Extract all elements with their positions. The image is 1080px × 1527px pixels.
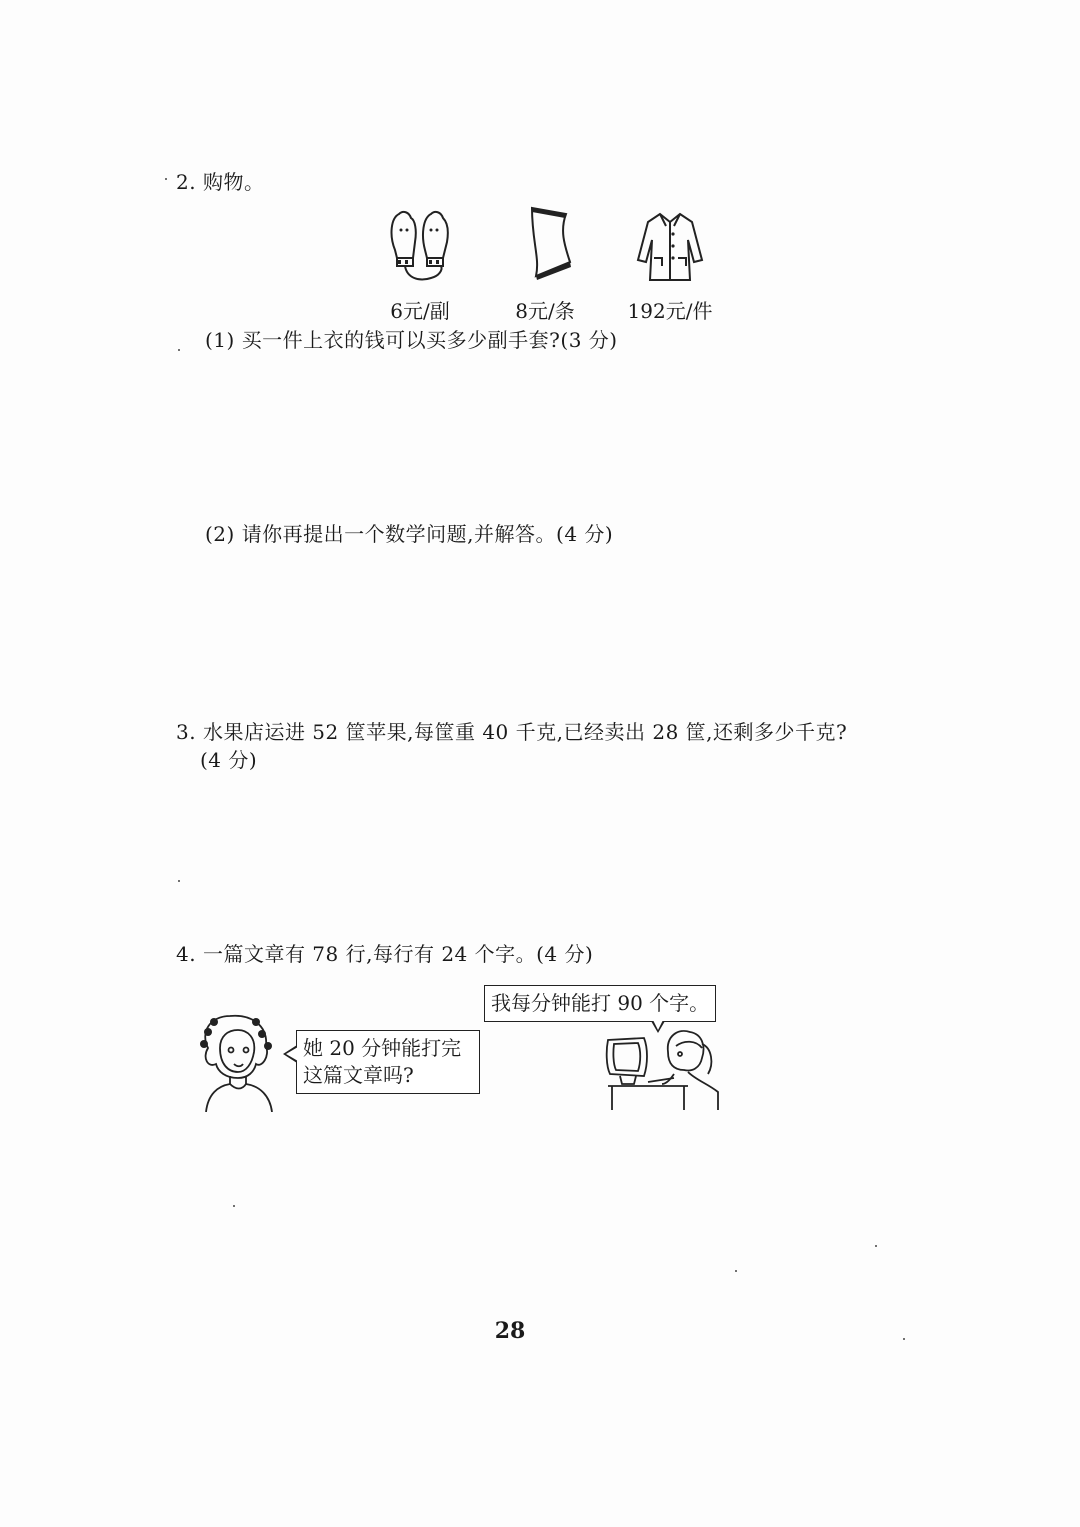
scan-speck bbox=[903, 1338, 905, 1340]
item-scarf bbox=[485, 200, 605, 323]
question-3-points: (4 分) bbox=[200, 748, 258, 772]
question-4-title: 4. 一篇文章有 78 行,每行有 24 个字。(4 分) bbox=[176, 942, 594, 966]
gloves-icon bbox=[385, 200, 455, 290]
speech-bubble-question bbox=[296, 1030, 480, 1094]
speech-bubble-typing-speed bbox=[484, 985, 716, 1022]
question-2-title: 2. 购物。 bbox=[176, 170, 265, 194]
scan-speck bbox=[735, 1270, 737, 1272]
girl-illustration bbox=[196, 1012, 280, 1112]
scan-speck bbox=[875, 1245, 877, 1247]
speech-typing-text: 我每分钟能打 90 个字。 bbox=[491, 991, 710, 1015]
coat-price: 192元/件 bbox=[627, 299, 713, 323]
scarf-icon bbox=[510, 200, 580, 290]
girl-at-computer-illustration bbox=[604, 1018, 724, 1112]
coat-icon bbox=[630, 200, 710, 290]
item-gloves bbox=[360, 200, 480, 323]
question-2-part-2: (2) 请你再提出一个数学问题,并解答。(4 分) bbox=[205, 522, 614, 546]
scan-speck bbox=[178, 349, 180, 351]
question-3-text: 3. 水果店运进 52 筐苹果,每筐重 40 千克,已经卖出 28 筐,还剩多少千克? bbox=[176, 720, 848, 744]
scan-speck bbox=[178, 880, 180, 882]
scan-speck bbox=[233, 1205, 235, 1207]
scan-speck bbox=[165, 178, 167, 180]
question-2-part-1: (1) 买一件上衣的钱可以买多少副手套?(3 分) bbox=[205, 328, 618, 352]
page-number: 28 bbox=[494, 1318, 526, 1344]
speech-line-2: 这篇文章吗? bbox=[303, 1063, 414, 1087]
speech-line-1: 她 20 分钟能打完 bbox=[303, 1036, 462, 1060]
item-coat bbox=[610, 200, 730, 323]
shopping-items bbox=[360, 200, 760, 330]
scarf-price: 8元/条 bbox=[515, 299, 575, 323]
gloves-price: 6元/副 bbox=[390, 299, 450, 323]
